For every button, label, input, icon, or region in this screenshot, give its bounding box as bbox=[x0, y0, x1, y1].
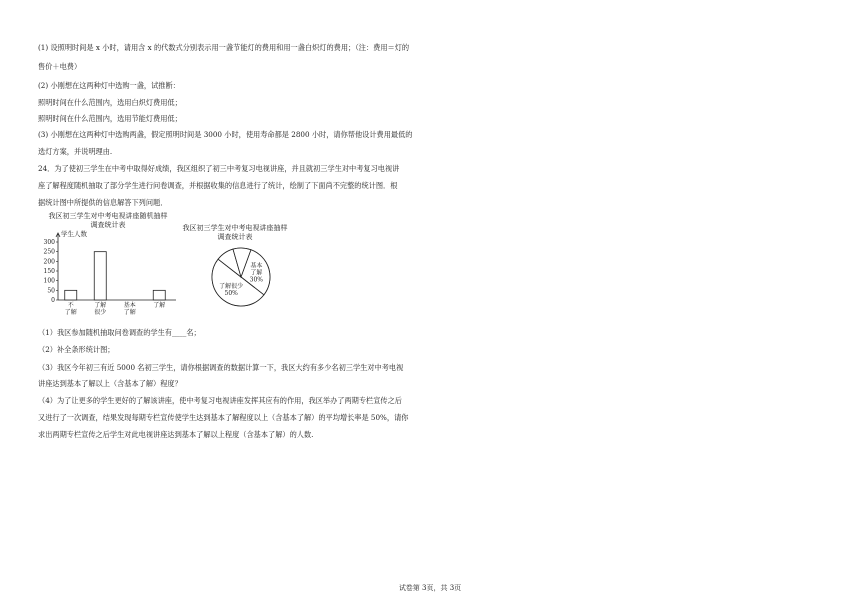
q24-sub-2: （2）补全条形统计图； bbox=[38, 345, 115, 354]
pie-chart bbox=[205, 244, 285, 310]
bar-y-tick-label: 100 bbox=[43, 277, 55, 285]
q24-sub-1: （1）我区参加随机抽取问卷调查的学生有____名； bbox=[38, 328, 201, 337]
q23-line-7: 选灯方案，并说明理由. bbox=[38, 147, 113, 156]
bar-category-label: 了解 bbox=[153, 302, 166, 309]
page-footer: 试卷第 3页，共 3页 bbox=[398, 584, 462, 592]
q23-line-2: 售价＋电费） bbox=[38, 62, 82, 71]
q24-line-2: 座了解程度随机抽取了部分学生进行问卷调查，并根据收集的信息进行了统计，绘制了下面尚不完整的统计图．根 bbox=[38, 181, 398, 190]
bar bbox=[65, 290, 77, 300]
pie-slice-label: 了解 bbox=[250, 269, 263, 277]
bar-chart-title-line-2: 调查统计表 bbox=[90, 221, 126, 229]
pie-slice-label: 30% bbox=[249, 276, 264, 284]
bar-y-tick-label: 200 bbox=[43, 258, 55, 266]
bar-category-label: 了解 bbox=[94, 302, 107, 309]
bar-y-tick-label: 150 bbox=[43, 268, 55, 275]
q24-sub-4c: 求出两期专栏宣传之后学生对此电视讲座达到基本了解以上程度（含基本了解）的人数. bbox=[38, 430, 314, 439]
pie-chart-title bbox=[180, 224, 290, 242]
bar bbox=[94, 252, 106, 300]
pie-chart-title-line-2: 调查统计表 bbox=[217, 233, 253, 241]
bar-y-axis-label: 学生人数 bbox=[61, 230, 87, 238]
pie-slice-label: 基本 bbox=[250, 262, 263, 270]
bar-category-label: 了解 bbox=[64, 309, 77, 316]
bar-category-label: 了解 bbox=[123, 309, 136, 316]
pie-slice-label: 50% bbox=[224, 290, 238, 298]
q24-line-3: 据统计图中所提供的信息解答下列问题． bbox=[38, 198, 168, 207]
q23-line-4: 照明时间在什么范围内，选用白炽灯费用低； bbox=[38, 98, 182, 107]
q24-sub-4a: （4）为了让更多的学生更好的了解该讲座，使中考复习电视讲座发挥其应有的作用，我区举办了两期专栏宣传之后 bbox=[38, 396, 402, 405]
bar-y-tick-label: 50 bbox=[47, 287, 55, 295]
bar-chart-title-line-1: 我区初三学生对中考电视讲座随机抽样 bbox=[48, 212, 168, 220]
q24-line-1: 24．为了使初三学生在中考中取得好成绩，我区组织了初三中考复习电视讲座，并且就初三学生对中考复习电视讲 bbox=[38, 164, 400, 173]
bar-category-label: 很少 bbox=[94, 309, 107, 316]
bar-y-tick-label: 0 bbox=[51, 297, 55, 304]
q23-line-6: (3) 小刚想在这两种灯中选购两盏，假定照明时间是 3000 小时，使用寿命都是 2800 小时，请你帮他设计费用最低的 bbox=[38, 130, 413, 139]
bar-category-label: 基本 bbox=[123, 302, 136, 309]
q23-line-3: (2) 小刚想在这两种灯中选购一盏，试推断： bbox=[38, 81, 180, 90]
bar-y-tick-label: 300 bbox=[43, 239, 55, 246]
pie-slice-label: 了解很少 bbox=[219, 283, 244, 291]
q24-sub-3b: 讲座达到基本了解以上（含基本了解）程度？ bbox=[38, 379, 182, 388]
bar-y-tick-label: 250 bbox=[43, 248, 55, 256]
bar-chart bbox=[38, 228, 188, 320]
bar bbox=[153, 290, 165, 300]
q24-sub-4b: 又进行了一次调查，结果发现每期专栏宣传使学生达到基本了解程度以上（含基本了解）的平均增长率是 50%，请你 bbox=[38, 413, 409, 422]
q24-sub-3a: （3）我区今年初三有近 5000 名初三学生，请你根据调查的数据计算一下，我区大约有多少名初三学生对中考电视 bbox=[38, 363, 404, 372]
pie-chart-title-line-1: 我区初三学生对中考电视讲座抽样 bbox=[182, 224, 288, 232]
q23-line-5: 照明时间在什么范围内，选用节能灯费用低； bbox=[38, 114, 182, 123]
bar-category-label: 不 bbox=[67, 302, 74, 309]
q23-line-1: (1) 设照明时间是 x 小时，请用含 x 的代数式分别表示用一盏节能灯的费用和用一盏白炽灯的费用；（注：费用＝灯的 bbox=[38, 43, 410, 52]
